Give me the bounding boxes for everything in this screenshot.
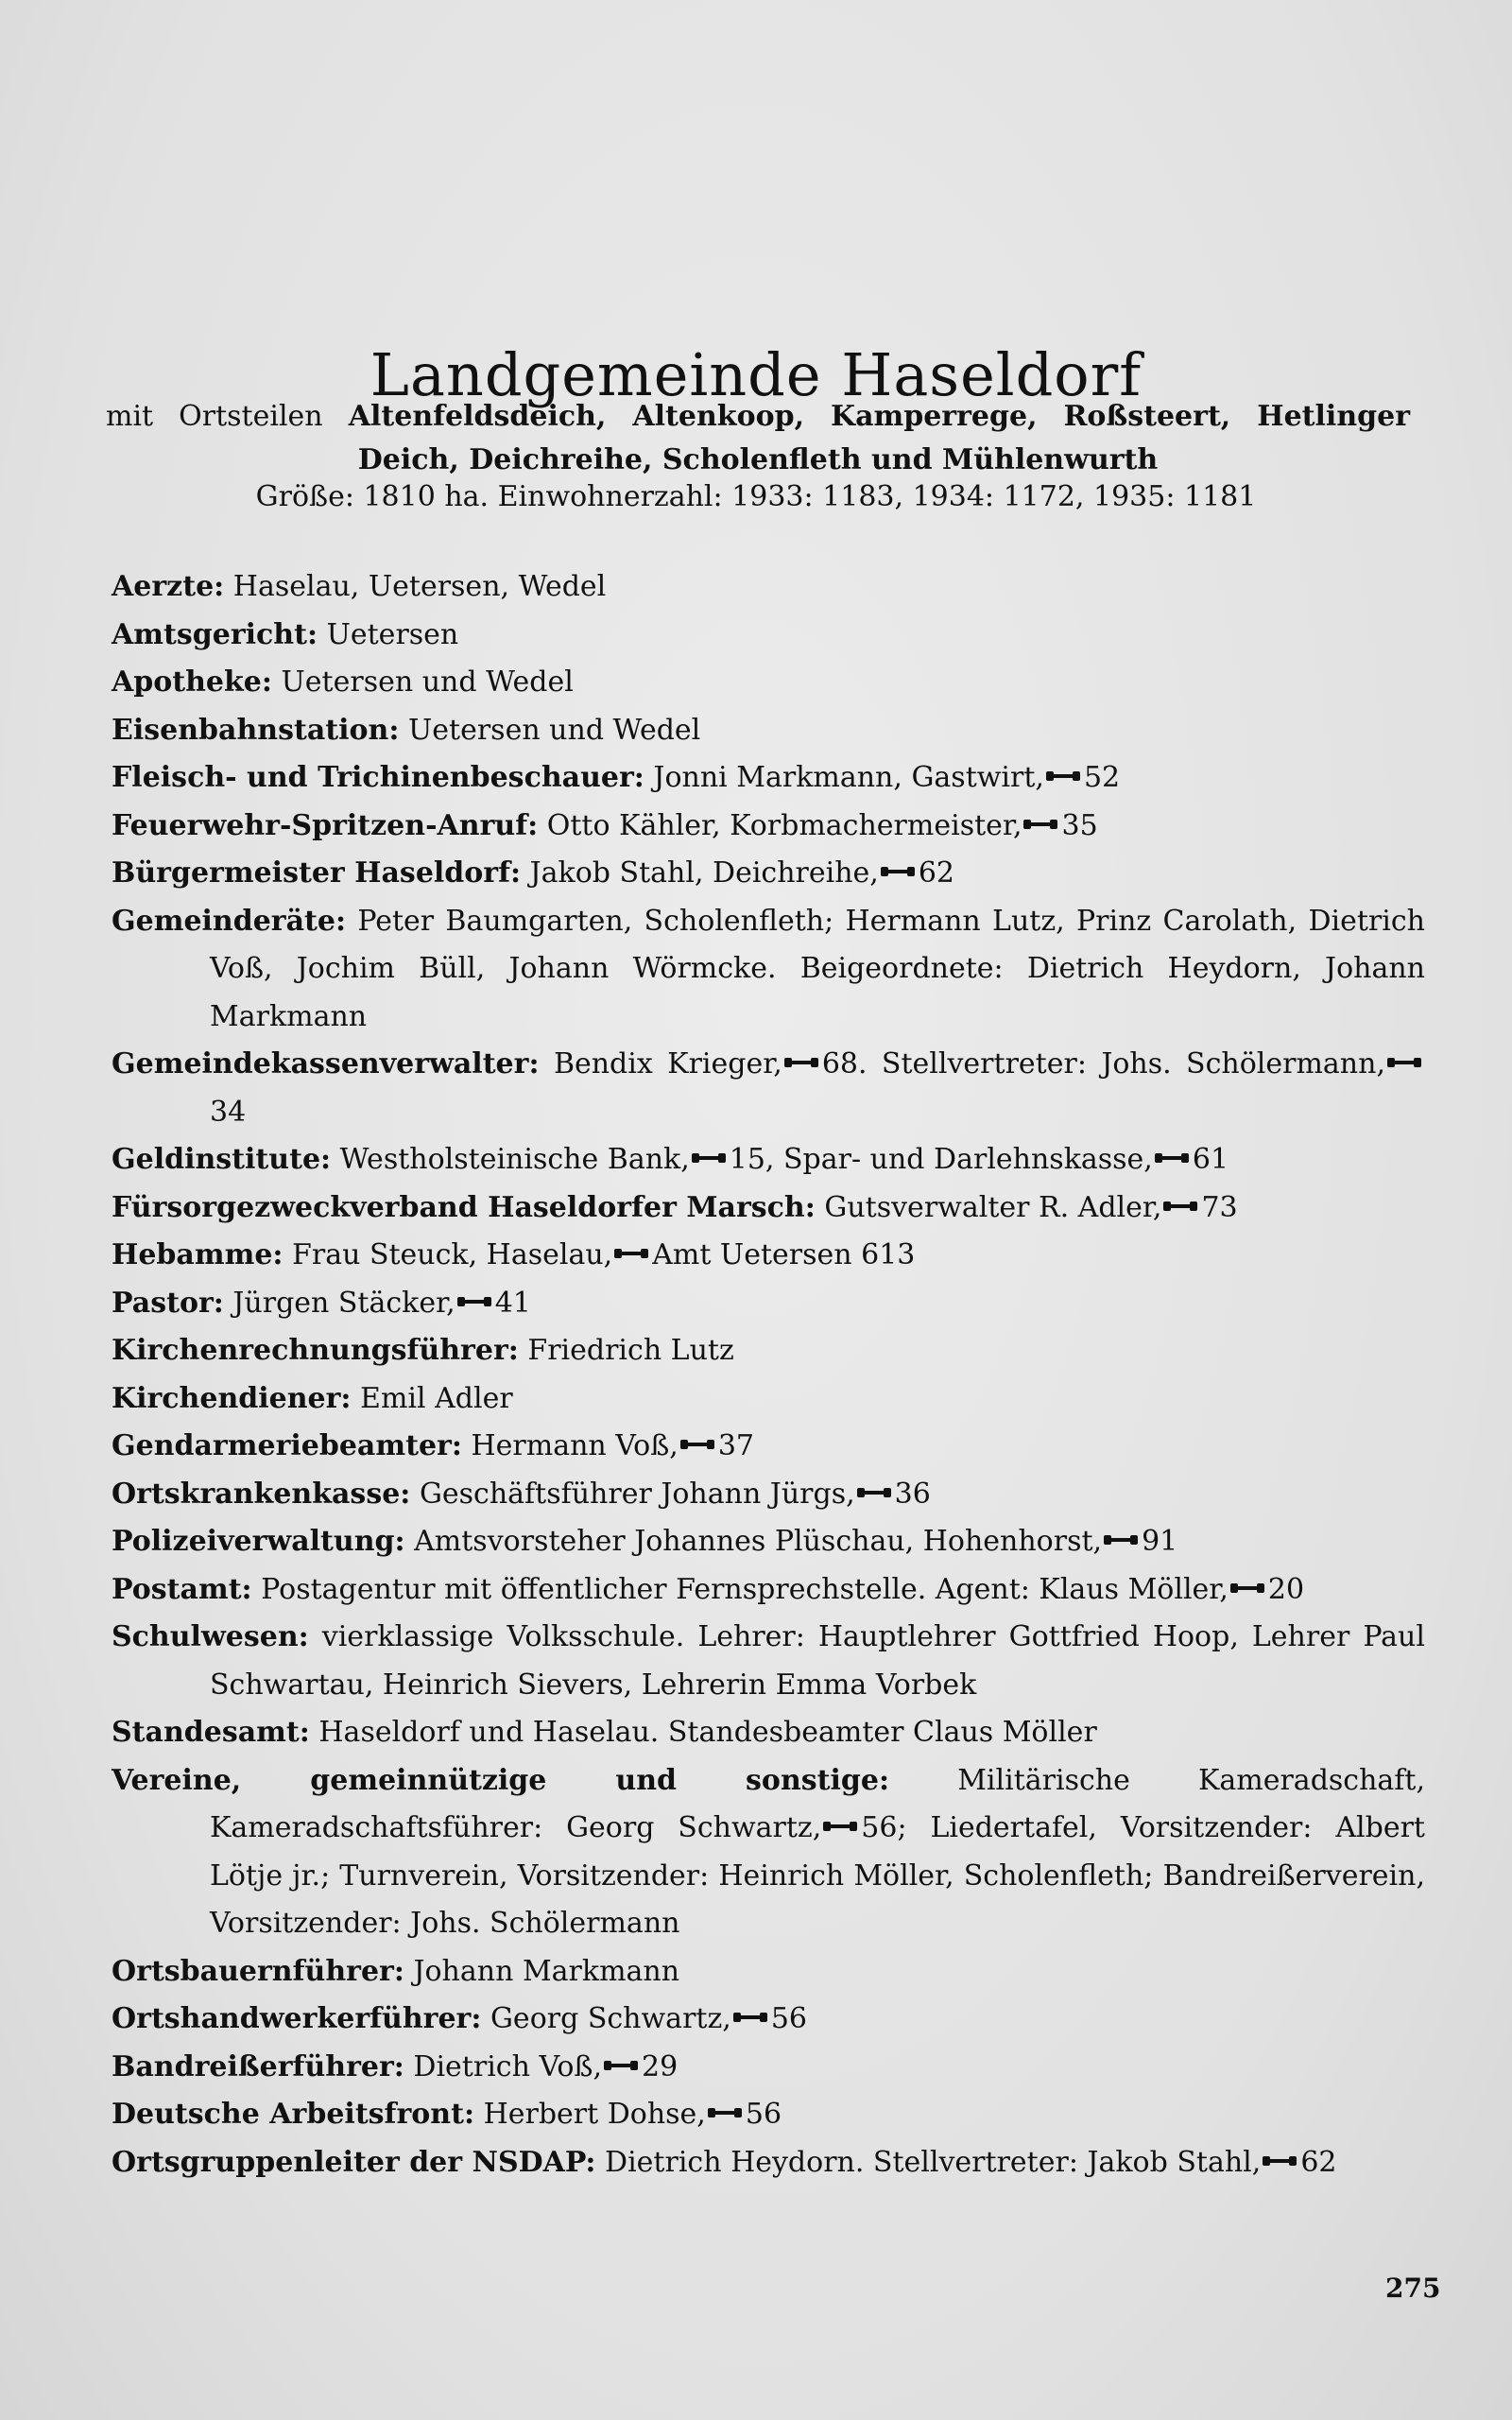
directory-entry (112, 1709, 1425, 1757)
entry-label: Amtsgericht: (112, 617, 318, 651)
entry-label: Standesamt: (112, 1716, 310, 1749)
entry-text: 29 (642, 2049, 679, 2083)
entry-label: Bandreißerführer: (112, 2049, 404, 2083)
entry-text: Dietrich Voß, (413, 2049, 603, 2083)
entry-text: 15, Spar- und Darlehnskasse, (729, 1143, 1153, 1176)
entry-text: Johann Markmann (413, 1954, 680, 1988)
entry-text: 73 (1201, 1190, 1238, 1224)
entry-text: Friedrich Lutz (527, 1334, 734, 1367)
entry-label: Geldinstitute: (112, 1143, 332, 1176)
entry-label: Vereine, gemeinnützige und sonstige: (112, 1763, 890, 1797)
entry-text: 41 (494, 1286, 531, 1320)
telephone-handset-icon (1387, 1057, 1421, 1068)
entry-text: 56 (745, 2098, 782, 2131)
directory-entry (112, 1996, 1425, 2044)
telephone-handset-icon (1104, 1534, 1138, 1546)
directory-entry (112, 1136, 1425, 1184)
entry-text: Georg Schwartz, (490, 2002, 731, 2035)
entry-label: Kirchenrechnungsführer: (112, 1334, 519, 1367)
entry-label: Feuerwehr-Spritzen-Anruf: (112, 808, 539, 842)
directory-entry (112, 1375, 1425, 1424)
entry-text: Haselau, Uetersen, Wedel (232, 570, 607, 603)
entry-label: Gemeinderäte: (112, 904, 347, 938)
area-population-stats: Größe: 1810 ha. Einwohnerzahl: 1933: 1183, 1934: 1172, 1935: 1181 (255, 480, 1257, 513)
page-title: Landgemeinde Haseldorf (369, 339, 1143, 409)
directory-entry (112, 898, 1425, 1042)
entry-text: Herbert Dohse, (483, 2098, 706, 2131)
directory-entry (112, 1614, 1425, 1709)
entry-text: Militärische Kameradschaft, Kameradschaftsführer: Georg Schwartz, (210, 1763, 1426, 1844)
entry-text: Uetersen und Wedel (281, 666, 574, 699)
subtitle-prefix: mit Ortsteilen (106, 400, 323, 433)
entry-text: Frau Steuck, Haselau, (292, 1238, 613, 1271)
directory-entry (112, 1423, 1425, 1471)
telephone-handset-icon (1155, 1152, 1189, 1164)
entry-text: Amtsvorsteher Johannes Plüschau, Hohenhorst, (414, 1525, 1103, 1558)
directory-entry (112, 754, 1425, 803)
entry-text: Peter Baumgarten, Scholenfleth; Hermann Lutz, Prinz Carolath, Dietrich Voß, Jochim Büll, Johann Wörmcke. Beigeordnete: Dietrich Heydorn, Johann Markmann (210, 904, 1425, 1033)
directory-entry (112, 612, 1425, 660)
entry-text: 68. Stellvertreter: Johs. Schölermann, (821, 1047, 1385, 1080)
entry-text: Jonni Markmann, Gastwirt, (653, 761, 1044, 794)
entry-text: Uetersen und Wedel (407, 713, 701, 747)
directory-entry (112, 803, 1425, 851)
entry-text: vierklassige Volksschule. Lehrer: Hauptlehrer Gottfried Hoop, Lehrer Paul Schwartau, Heinrich Sievers, Lehrerin Emma Vorbek (210, 1620, 1425, 1702)
entry-text: 34 (210, 1095, 247, 1129)
telephone-handset-icon (614, 1248, 648, 1259)
entry-label: Gemeindekassenverwalter: (112, 1047, 540, 1080)
telephone-handset-icon (823, 1821, 857, 1832)
directory-entry (112, 1327, 1425, 1375)
entry-label: Ortsbauernführer: (112, 1954, 404, 1988)
entry-text: 62 (1300, 2145, 1337, 2179)
telephone-handset-icon (1046, 770, 1080, 782)
directory-entry (112, 1041, 1425, 1136)
telephone-handset-icon (1163, 1201, 1197, 1212)
entry-label: Fleisch- und Trichinenbeschauer: (112, 761, 644, 794)
telephone-handset-icon (708, 2107, 742, 2118)
telephone-handset-icon (784, 1057, 818, 1068)
entry-text: Westholsteinische Bank, (339, 1143, 690, 1176)
entry-text: 62 (918, 856, 955, 890)
directory-entry (112, 850, 1425, 898)
telephone-handset-icon (857, 1487, 891, 1498)
entry-label: Polizeiverwaltung: (112, 1525, 405, 1558)
telephone-handset-icon (733, 2012, 767, 2023)
entry-label: Ortskrankenkasse: (112, 1477, 411, 1511)
entry-label: Eisenbahnstation: (112, 713, 400, 747)
directory-entry (112, 1184, 1425, 1233)
entry-text: 91 (1142, 1525, 1178, 1558)
subtitle (106, 395, 1410, 482)
telephone-handset-icon (457, 1296, 491, 1307)
entry-text: Hermann Voß, (471, 1429, 679, 1462)
entry-text: Jürgen Stäcker, (232, 1286, 455, 1320)
telephone-handset-icon (604, 2060, 638, 2071)
directory-entry (112, 2044, 1425, 2092)
directory-entry (112, 707, 1425, 755)
entry-text: 37 (717, 1429, 754, 1462)
entry-text: Gutsverwalter R. Adler, (824, 1190, 1162, 1224)
entry-label: Gendarmeriebeamter: (112, 1429, 462, 1462)
directory-entry (112, 1757, 1425, 1948)
entry-label: Postamt: (112, 1572, 252, 1606)
entry-list (112, 563, 1425, 2187)
directory-entry (112, 1280, 1425, 1328)
entry-label: Apotheke: (112, 666, 272, 699)
entry-label: Deutsche Arbeitsfront: (112, 2098, 475, 2131)
directory-entry (112, 1232, 1425, 1280)
directory-entry (112, 1471, 1425, 1519)
telephone-handset-icon (680, 1439, 714, 1450)
entry-text: 61 (1192, 1143, 1229, 1176)
entry-text: Postagentur mit öffentlicher Fernsprechstelle. Agent: Klaus Möller, (261, 1572, 1228, 1606)
entry-text: 36 (894, 1477, 931, 1511)
directory-entry (112, 1518, 1425, 1566)
entry-text: Bendix Krieger, (553, 1047, 782, 1080)
entry-label: Schulwesen: (112, 1620, 309, 1653)
entry-text: 52 (1083, 761, 1121, 794)
entry-label: Kirchendiener: (112, 1381, 352, 1415)
entry-text: Geschäftsführer Johann Jürgs, (419, 1477, 855, 1511)
directory-entry (112, 2091, 1425, 2139)
entry-label: Ortsgruppenleiter der NSDAP: (112, 2145, 596, 2179)
subtitle-places: Altenfeldsdeich, Altenkoop, Kamperrege, Roßsteert, Hetlinger Deich, Deichreihe, Scholenfleth und Mühlenwurth (348, 400, 1410, 476)
telephone-handset-icon (692, 1152, 726, 1164)
entry-label: Hebamme: (112, 1238, 284, 1271)
entry-text: Dietrich Heydorn. Stellvertreter: Jakob Stahl, (605, 2145, 1262, 2179)
entry-label: Ortshandwerkerführer: (112, 2002, 482, 2035)
telephone-handset-icon (881, 866, 915, 877)
entry-text: Haseldorf und Haselau. Standesbeamter Claus Möller (318, 1716, 1097, 1749)
page-number: 275 (1385, 2273, 1441, 2304)
telephone-handset-icon (1263, 2155, 1297, 2167)
entry-label: Pastor: (112, 1286, 224, 1320)
entry-label: Bürgermeister Haseldorf: (112, 856, 522, 890)
entry-text: 35 (1061, 808, 1098, 842)
entry-label: Fürsorgezweckverband Haseldorfer Marsch: (112, 1190, 816, 1224)
entry-text: 56; Liedertafel, Vorsitzender: Albert Lötje jr.; Turnverein, Vorsitzender: Heinrich Möller, Scholenfleth; Bandreißerverein, Vorsitzender: Johs. Schölermann (210, 1811, 1425, 1940)
directory-entry (112, 659, 1425, 707)
directory-entry (112, 1948, 1425, 1996)
entry-text: Otto Kähler, Korbmachermeister, (546, 808, 1022, 842)
directory-entry (112, 2139, 1425, 2187)
entry-text: Jakob Stahl, Deichreihe, (529, 856, 879, 890)
entry-text: 20 (1267, 1572, 1305, 1606)
entry-label: Aerzte: (112, 570, 225, 603)
directory-entry (112, 1566, 1425, 1615)
entry-text: 56 (770, 2002, 807, 2035)
telephone-handset-icon (1230, 1582, 1264, 1594)
entry-text: Uetersen (326, 617, 459, 651)
entry-text: Amt Uetersen 613 (652, 1238, 916, 1271)
entry-text: Emil Adler (360, 1381, 513, 1415)
telephone-handset-icon (1023, 819, 1057, 830)
directory-entry (112, 563, 1425, 612)
